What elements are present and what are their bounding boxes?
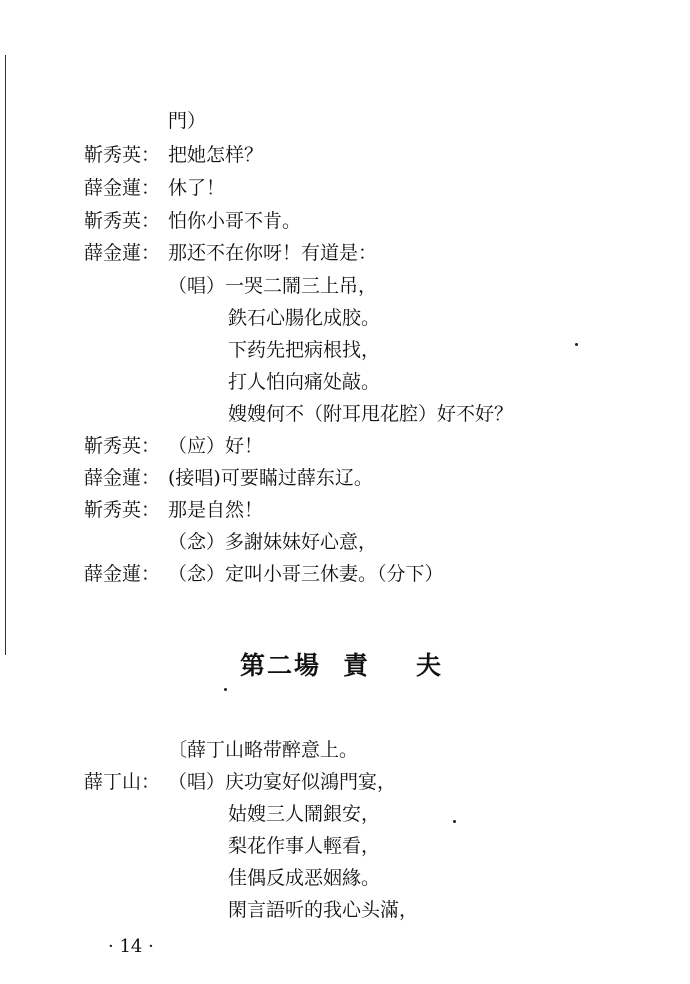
script-line xyxy=(84,173,225,203)
scene-title-char: 責 xyxy=(343,651,371,680)
print-speck xyxy=(575,343,578,346)
speaker-name: 靳秀英： xyxy=(84,435,161,457)
page-edge-line xyxy=(5,55,6,655)
line-text: 休了！ xyxy=(168,177,226,199)
script-line xyxy=(84,463,373,493)
line-text: 嫂嫂何不（附耳甩花腔）好不好？ xyxy=(228,403,514,425)
script-line xyxy=(84,559,444,589)
line-text: 姑嫂三人鬧銀安， xyxy=(228,803,381,825)
script-line xyxy=(84,238,377,268)
scene-heading xyxy=(240,646,443,682)
line-text: 下药先把病根找， xyxy=(228,339,381,361)
script-line xyxy=(228,367,380,397)
line-text: 那是自然！ xyxy=(168,499,264,521)
line-text: 鉄石心腸化成胶。 xyxy=(228,307,381,329)
speaker-name: 靳秀英： xyxy=(84,210,161,232)
script-line xyxy=(228,831,380,861)
script-line xyxy=(84,140,263,170)
line-text: （唱）一哭二鬧三上吊， xyxy=(168,275,378,297)
line-text: 梨花作事人輕看， xyxy=(228,835,381,857)
line-text: 佳偶反成恶姻緣。 xyxy=(228,867,381,889)
line-text: 那还不在你呀！有道是： xyxy=(168,242,378,264)
page-number: · 14 · xyxy=(108,936,154,957)
line-text: 門） xyxy=(168,110,207,132)
speaker-name: 薛丁山： xyxy=(84,771,161,793)
print-speck xyxy=(224,688,227,691)
line-text: 〔薛丁山略带醉意上。 xyxy=(168,739,359,761)
script-line xyxy=(168,106,206,136)
speaker-name: 薛金蓮： xyxy=(84,467,161,489)
line-text: 把她怎样？ xyxy=(168,144,264,166)
print-speck xyxy=(453,820,456,823)
script-line xyxy=(228,863,380,893)
script-line xyxy=(228,399,513,429)
line-text: (接唱)可要瞞过薛东辽。 xyxy=(168,467,373,489)
speaker-name: 靳秀英： xyxy=(84,144,161,166)
line-text: 打人怕向痛处敲。 xyxy=(228,371,381,393)
script-line xyxy=(228,335,380,365)
line-text: （唱）庆功宴好似鴻門宴， xyxy=(168,771,397,793)
stage-direction xyxy=(168,735,358,765)
speaker-name: 薛金蓮： xyxy=(84,242,161,264)
line-text: （应）好！ xyxy=(168,435,264,457)
scene-title-char: 夫 xyxy=(416,651,444,680)
script-line xyxy=(228,303,380,333)
scene-number: 第二場 xyxy=(240,651,322,680)
script-line xyxy=(168,271,377,301)
script-line xyxy=(228,799,380,829)
script-line xyxy=(84,495,263,525)
line-text: 閑言語听的我心头滿， xyxy=(228,899,419,921)
script-line xyxy=(84,206,301,236)
line-text: 怕你小哥不肯。 xyxy=(168,210,302,232)
speaker-name: 薛金蓮： xyxy=(84,563,161,585)
script-line xyxy=(84,431,263,461)
script-line xyxy=(228,895,418,925)
speaker-name: 薛金蓮： xyxy=(84,177,161,199)
script-line xyxy=(84,767,396,797)
line-text: （念）多謝妹妹好心意， xyxy=(168,531,378,553)
line-text: （念）定叫小哥三休妻。（分下） xyxy=(168,563,444,585)
speaker-name: 靳秀英： xyxy=(84,499,161,521)
script-line xyxy=(168,527,377,557)
